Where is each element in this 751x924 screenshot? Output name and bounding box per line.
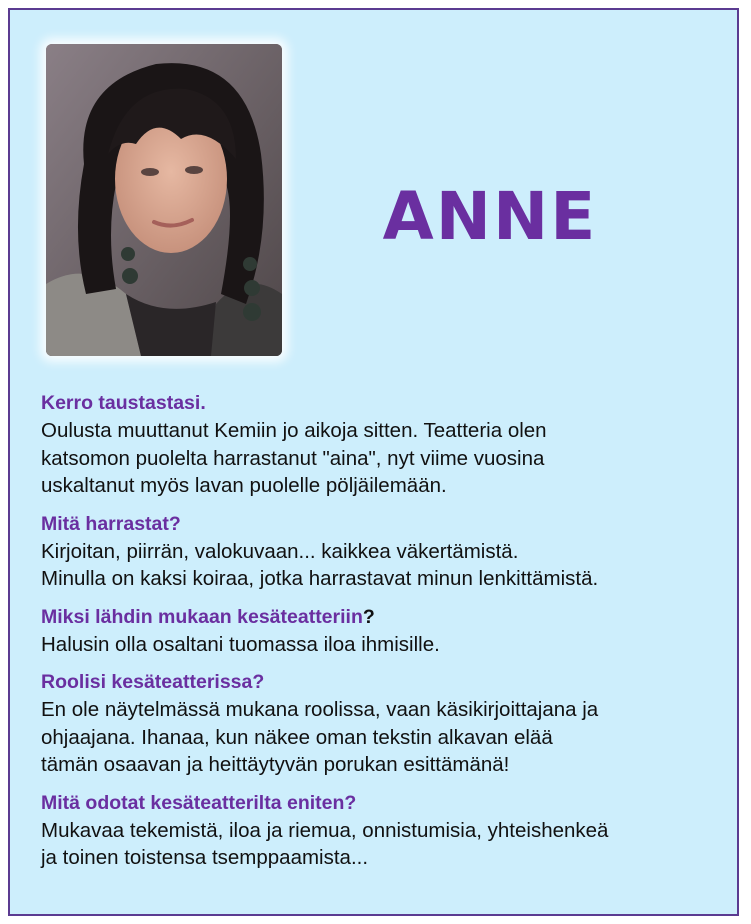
question-expectations: Mitä odotat kesäteatterilta eniten? [41, 791, 357, 814]
question-hobbies: Mitä harrastat? [41, 512, 181, 535]
profile-card [8, 8, 739, 916]
profile-name: ANNE [382, 178, 598, 255]
question-role: Roolisi kesäteatterissa? [41, 671, 265, 693]
question-why-joined-text: Miksi lähdin mukaan kesäteatteriin [41, 605, 363, 628]
answer-hobbies: Kirjoitan, piirrän, valokuvaan... kaikkea väkertämistä. Minulla on kaksi koiraa, jotka harrastavat minun lenkittämistä. [41, 539, 599, 590]
question-background: Kerro taustastasi. [41, 392, 206, 414]
question-why-joined [41, 604, 721, 631]
qa-list [41, 390, 721, 883]
question-mark: ? [362, 605, 375, 628]
answer-role: En ole näytelmässä mukana roolissa, vaan käsikirjoittajana ja ohjaajana. Ihanaa, kun näkee oman tekstin alkavan elää tämän osaavan ja heittäytyvän porukan esittämänä! [41, 698, 599, 776]
portrait-photo [46, 44, 282, 356]
answer-background: Oulusta muuttanut Kemiin jo aikoja sitten. Teatteria olen katsomon puolelta harrastanut "aina", nyt viime vuosina uskaltanut myös lavan puolelle pöljäilemään. [41, 419, 547, 497]
answer-expectations: Mukavaa tekemistä, iloa ja riemua, onnistumisia, yhteishenkeä ja toinen toistensa tsemppaamista... [41, 818, 609, 869]
answer-why-joined: Halusin olla osaltani tuomassa iloa ihmisille. [41, 632, 440, 656]
